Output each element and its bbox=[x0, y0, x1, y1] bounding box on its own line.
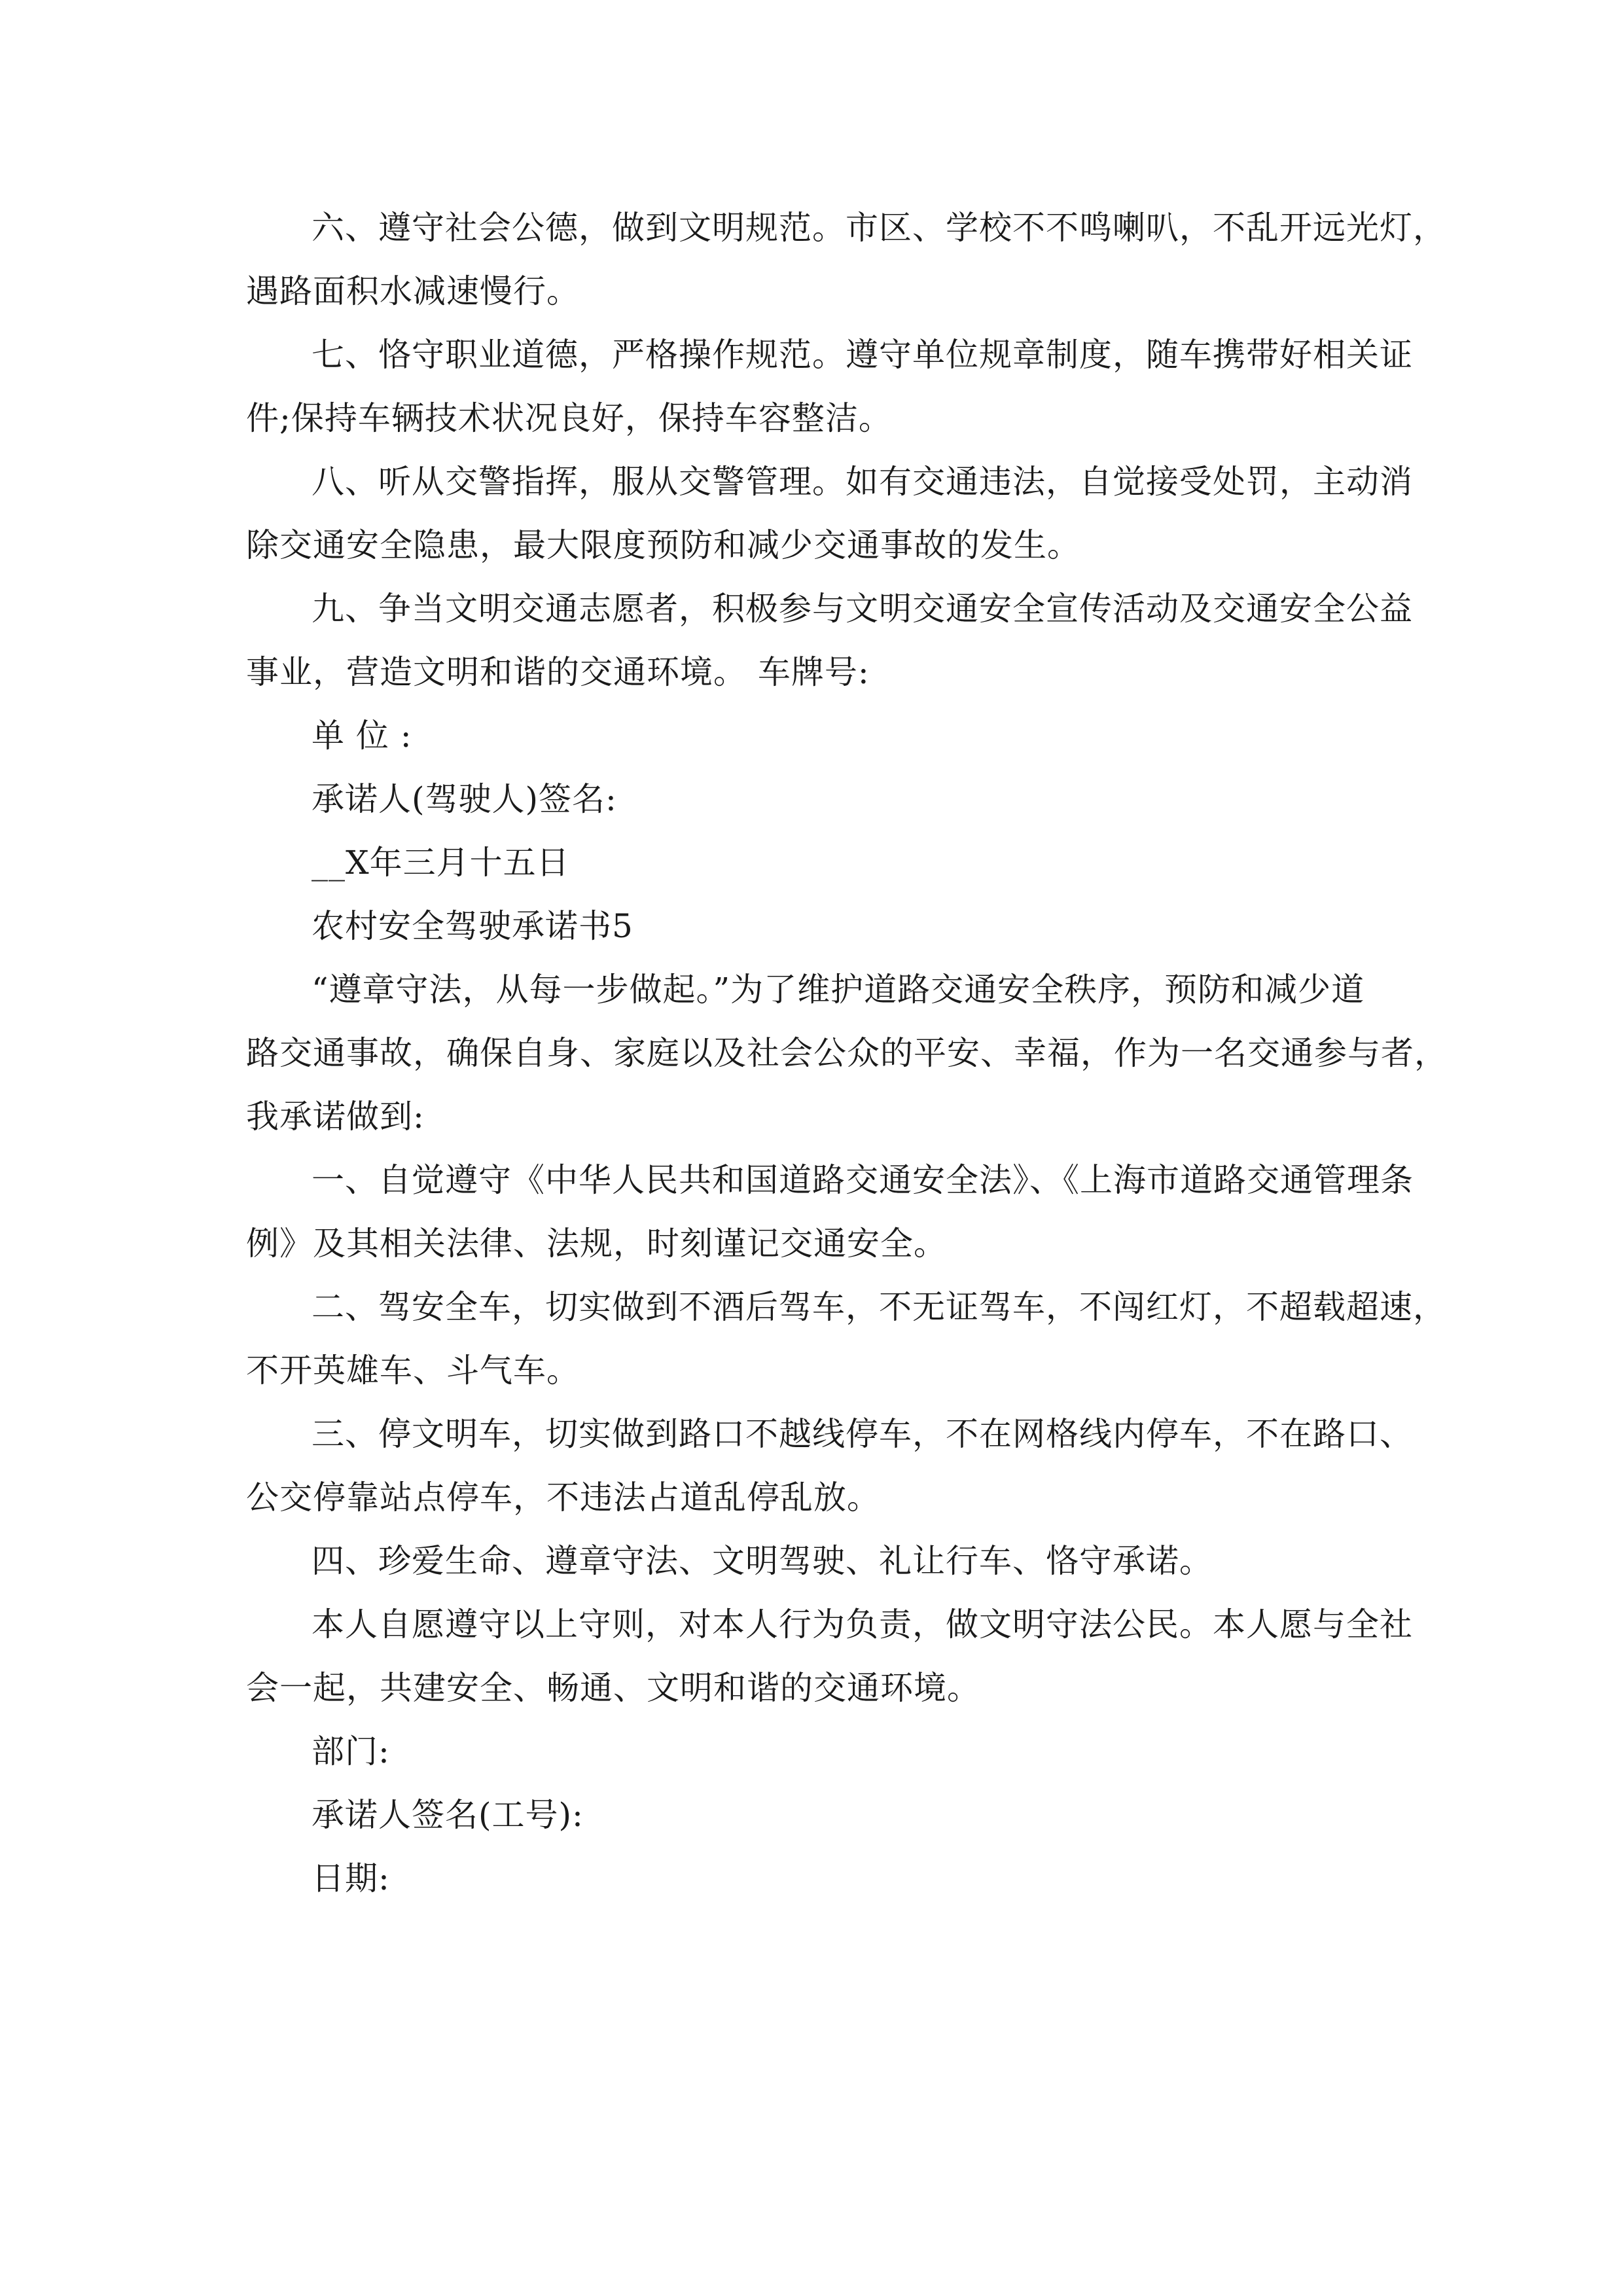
paragraph-line: 公交停靠站点停车，不违法占道乱停乱放。 bbox=[246, 1479, 880, 1516]
paragraph-line: 四、珍爱生命、遵章守法、文明驾驶、礼让行车、恪守承诺。 bbox=[312, 1542, 1213, 1580]
document-body bbox=[246, 196, 1448, 1910]
paragraph-line: 遇路面积水减速慢行。 bbox=[246, 272, 580, 310]
paragraph-line: 事业，营造文明和谐的交通环境。 车牌号: bbox=[246, 653, 870, 691]
date-line: __X年三月十五日 bbox=[312, 844, 570, 882]
paragraph-line: 二、驾安全车，切实做到不酒后驾车，不无证驾车，不闯红灯，不超载超速， bbox=[312, 1288, 1446, 1326]
signature-id-field-label: 承诺人签名(工号): bbox=[312, 1796, 584, 1834]
date-field-label: 日期: bbox=[312, 1859, 390, 1897]
paragraph-line: 路交通事故，确保自身、家庭以及社会公众的平安、幸福，作为一名交通参与者， bbox=[246, 1034, 1448, 1072]
paragraph-line: 一、自觉遵守《中华人民共和国道路交通安全法》、《上海市道路交通管理条 bbox=[312, 1161, 1414, 1199]
section-title: 农村安全驾驶承诺书5 bbox=[312, 907, 633, 945]
paragraph-line: 不开英雄车、斗气车。 bbox=[246, 1352, 580, 1390]
paragraph-line: “遵章守法，从每一步做起。”为了维护道路交通安全秩序，预防和减少道 bbox=[312, 971, 1365, 1009]
paragraph-line: 八、听从交警指挥，服从交警管理。如有交通违法，自觉接受处罚，主动消 bbox=[312, 463, 1413, 501]
department-field-label: 部门: bbox=[312, 1732, 390, 1770]
paragraph-line: 我承诺做到: bbox=[246, 1098, 425, 1136]
paragraph-line: 七、恪守职业道德，严格操作规范。遵守单位规章制度，随车携带好相关证 bbox=[312, 336, 1413, 374]
paragraph-line: 三、停文明车，切实做到路口不越线停车，不在网格线内停车，不在路口、 bbox=[312, 1415, 1413, 1453]
paragraph-line: 会一起，共建安全、畅通、文明和谐的交通环境。 bbox=[246, 1669, 980, 1707]
paragraph-line: 本人自愿遵守以上守则，对本人行为负责，做文明守法公民。本人愿与全社 bbox=[312, 1605, 1413, 1643]
paragraph-line: 件;保持车辆技术状况良好，保持车容整洁。 bbox=[246, 399, 892, 437]
signature-field-label: 承诺人(驾驶人)签名: bbox=[312, 780, 617, 818]
paragraph-line: 例》及其相关法律、法规，时刻谨记交通安全。 bbox=[246, 1225, 947, 1263]
paragraph-line: 六、遵守社会公德，做到文明规范。市区、学校不不鸣喇叭，不乱开远光灯， bbox=[312, 209, 1446, 247]
unit-field-label: 单 位 : bbox=[312, 717, 412, 755]
paragraph-line: 九、争当文明交通志愿者，积极参与文明交通安全宣传活动及交通安全公益 bbox=[312, 590, 1413, 628]
paragraph-line: 除交通安全隐患，最大限度预防和减少交通事故的发生。 bbox=[246, 526, 1080, 564]
